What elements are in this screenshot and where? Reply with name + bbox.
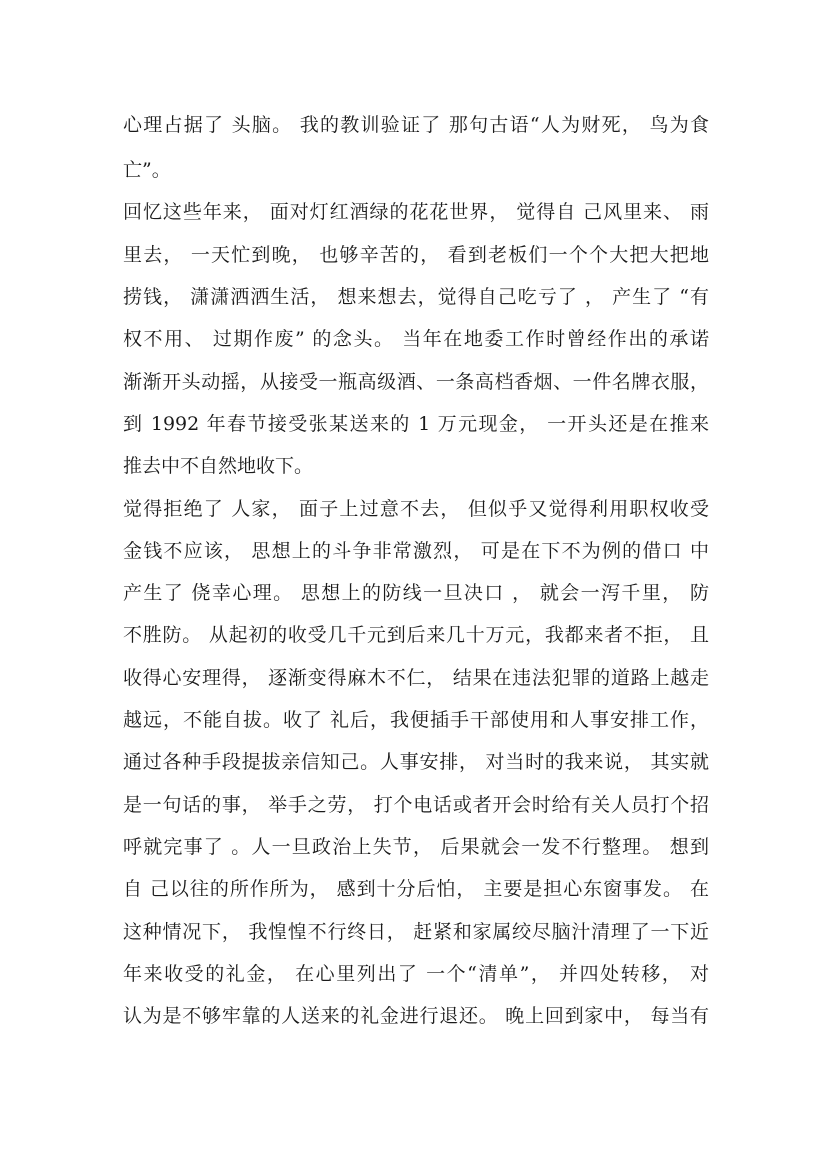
text-line: 到 1992 年春节接受张某送来的 1 万元现金， 一开头还是在推来: [123, 413, 709, 435]
text-line: 越远，不能自拔。收了 礼后，我便插手干部使用和人事安排工作，: [123, 709, 709, 731]
text-line: 通过各种手段提拔亲信知己。人事安排， 对当时的我来说， 其实就: [123, 751, 709, 773]
text-line: 呼就完事了 。人一旦政治上失节， 后果就会一发不行整理。 想到: [123, 836, 709, 858]
text-line: 这种情况下， 我惶惶不行终日， 赶紧和家属绞尽脑汁清理了一下近: [123, 921, 709, 943]
text-line: 渐渐开头动摇，从接受一瓶高级酒、一条高档香烟、一件名牌衣服，: [123, 371, 709, 393]
text-line: 心理占据了 头脑。 我的教训验证了 那句古语“人为财死， 鸟为食: [123, 114, 709, 136]
text-line: 年来收受的礼金， 在心里列出了 一个“清单”， 并四处转移， 对: [123, 963, 709, 985]
text-line: 认为是不够牢靠的人送来的礼金进行退还。 晚上回到家中， 每当有: [123, 1005, 709, 1027]
text-line: 亡”。: [123, 159, 171, 181]
text-line: 回忆这些年来， 面对灯红酒绿的花花世界， 觉得自 己风里来、 雨: [123, 201, 709, 223]
text-line: 自 己以往的所作所为， 感到十分后怕， 主要是担心东窗事发。 在: [123, 878, 709, 900]
text-line: 觉得拒绝了 人家， 面子上过意不去， 但似乎又觉得利用职权收受: [123, 498, 709, 520]
text-line: 收得心安理得， 逐渐变得麻木不仁， 结果在违法犯罪的道路上越走: [123, 667, 709, 689]
text-line: 推去中不自然地收下。: [123, 455, 314, 477]
text-line: 不胜防。 从起初的收受几千元到后来几十万元，我都来者不拒， 且: [123, 624, 709, 646]
text-line: 权不用、 过期作废” 的念头。 当年在地委工作时曾经作出的承诺: [123, 328, 709, 350]
text-line: 里去， 一天忙到晚， 也够辛苦的， 看到老板们一个个大把大把地: [123, 244, 709, 266]
text-line: 捞钱， 潇潇洒洒生活， 想来想去，觉得自己吃亏了 ， 产生了 “有: [123, 286, 709, 308]
text-line: 产生了 侥幸心理。 思想上的防线一旦决口 ， 就会一泻千里， 防: [123, 582, 709, 604]
text-line: 是一句话的事， 举手之劳， 打个电话或者开会时给有关人员打个招: [123, 794, 709, 816]
text-line: 金钱不应该， 思想上的斗争非常激烈， 可是在下不为例的借口 中: [123, 540, 709, 562]
